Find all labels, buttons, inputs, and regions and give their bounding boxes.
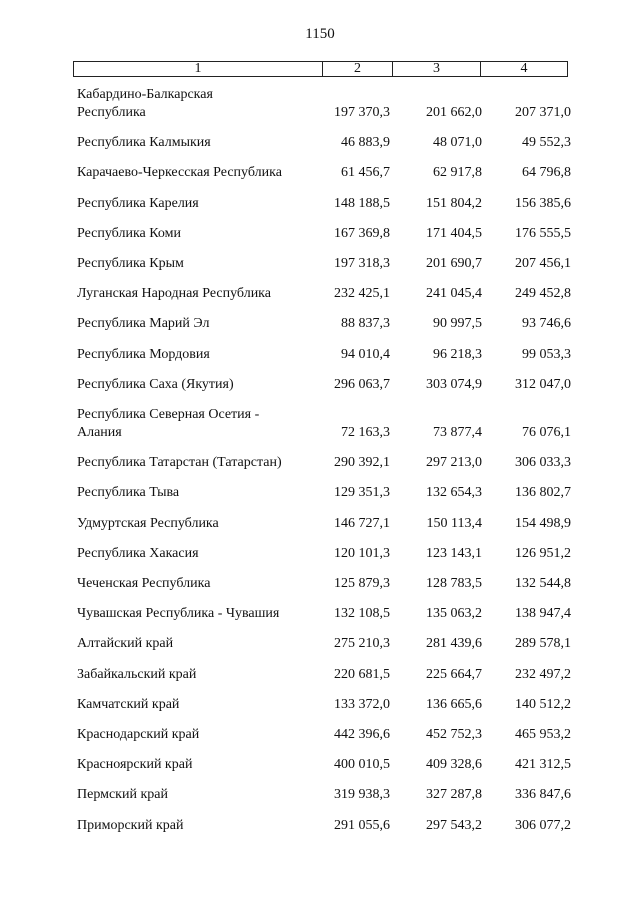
region-name-line: Республика Крым <box>77 256 184 271</box>
value-col-2: 197 370,3 <box>334 105 390 120</box>
value-col-3: 48 071,0 <box>433 135 482 151</box>
value-col-4: 49 552,3 <box>522 135 571 151</box>
value-col-3: 62 917,8 <box>433 165 482 181</box>
value-col-4: 232 497,2 <box>515 666 571 682</box>
value-col-3: 225 664,7 <box>426 666 482 682</box>
region-name-line: Республика Марий Эл <box>77 316 210 332</box>
region-name-line: Камчатский край <box>77 696 180 712</box>
value-col-2: 291 055,6 <box>334 817 390 833</box>
value-col-4: 421 312,5 <box>515 757 571 773</box>
value-col-2: 319 938,3 <box>334 787 390 803</box>
region-name-line: Удмуртская Республика <box>77 515 219 531</box>
region-name-line: Республика Коми <box>77 225 181 241</box>
value-col-4: 93 746,6 <box>522 316 571 332</box>
value-col-3: 409 328,6 <box>426 757 482 773</box>
region-name-line: Алтайский край <box>77 636 174 652</box>
region-name-line: Краснодарский край <box>77 727 200 742</box>
value-col-3: 123 143,1 <box>426 545 482 561</box>
value-col-3: 171 404,5 <box>426 225 482 241</box>
value-col-2: 146 727,1 <box>334 515 390 531</box>
value-col-4: 207 371,0 <box>515 105 571 120</box>
value-col-3: 327 287,8 <box>426 787 482 803</box>
value-col-2: 197 318,3 <box>334 256 390 271</box>
value-col-2: 220 681,5 <box>334 666 390 682</box>
value-col-3: 135 063,2 <box>426 606 482 622</box>
value-col-2: 167 369,8 <box>334 225 390 241</box>
value-col-4: 76 076,1 <box>522 425 571 440</box>
value-col-2: 72 163,3 <box>341 425 390 440</box>
value-col-3: 241 045,4 <box>426 286 482 302</box>
value-col-4: 138 947,4 <box>515 606 571 622</box>
value-col-4: 154 498,9 <box>515 515 571 531</box>
value-col-4: 132 544,8 <box>515 576 571 591</box>
value-col-4: 99 053,3 <box>522 346 571 362</box>
value-col-4: 336 847,6 <box>515 787 571 803</box>
value-col-3: 297 213,0 <box>426 455 482 471</box>
value-col-2: 296 063,7 <box>334 376 390 392</box>
region-name-line: Пермский край <box>77 787 168 803</box>
value-col-3: 201 690,7 <box>426 256 482 271</box>
region-name-line: Республика Тыва <box>77 485 180 501</box>
value-col-2: 442 396,6 <box>334 727 390 742</box>
value-col-4: 306 077,2 <box>515 817 571 833</box>
header-col-4: 4 <box>520 61 528 76</box>
value-col-3: 96 218,3 <box>433 346 482 362</box>
region-name-line: Приморский край <box>77 817 184 833</box>
region-name-line: Республика <box>77 105 146 120</box>
region-name-line: Забайкальский край <box>77 666 197 682</box>
value-col-4: 64 796,8 <box>522 165 571 181</box>
value-col-2: 61 456,7 <box>341 165 390 181</box>
value-col-3: 452 752,3 <box>426 727 482 742</box>
value-col-2: 129 351,3 <box>334 485 390 501</box>
value-col-4: 126 951,2 <box>515 545 571 561</box>
region-name-line: Красноярский край <box>77 757 193 773</box>
value-col-3: 303 074,9 <box>426 376 482 392</box>
value-col-3: 128 783,5 <box>426 576 482 591</box>
value-col-3: 132 654,3 <box>426 485 482 501</box>
region-name-line: Республика Калмыкия <box>77 135 211 151</box>
region-name-line: Чеченская Республика <box>77 576 211 591</box>
value-col-2: 133 372,0 <box>334 696 390 712</box>
value-col-4: 156 385,6 <box>515 195 571 211</box>
value-col-3: 73 877,4 <box>433 425 482 440</box>
table-header <box>73 61 568 77</box>
value-col-4: 306 033,3 <box>515 455 571 471</box>
value-col-4: 249 452,8 <box>515 286 571 302</box>
value-col-2: 88 837,3 <box>341 316 390 332</box>
header-col-1: 1 <box>74 62 323 76</box>
value-col-2: 125 879,3 <box>334 576 390 591</box>
value-col-3: 150 113,4 <box>426 515 482 531</box>
region-name-line: Республика Татарстан (Татарстан) <box>77 455 282 471</box>
region-name-line: Луганская Народная Республика <box>77 286 271 302</box>
region-name-line: Карачаево-Черкесская Республика <box>77 165 282 181</box>
region-name-line: Кабардино-Балкарская <box>77 87 213 102</box>
value-col-4: 312 047,0 <box>515 376 571 392</box>
value-col-4: 207 456,1 <box>515 256 571 271</box>
value-col-3: 90 997,5 <box>433 316 482 332</box>
region-name-line: Республика Хакасия <box>77 545 199 561</box>
value-col-2: 232 425,1 <box>334 286 390 302</box>
value-col-2: 94 010,4 <box>341 346 390 362</box>
value-col-2: 120 101,3 <box>334 545 390 561</box>
value-col-3: 151 804,2 <box>426 195 482 211</box>
value-col-2: 46 883,9 <box>341 135 390 151</box>
value-col-4: 465 953,2 <box>515 727 571 742</box>
value-col-2: 132 108,5 <box>334 606 390 622</box>
value-col-2: 275 210,3 <box>334 636 390 652</box>
value-col-2: 400 010,5 <box>334 757 390 773</box>
value-col-4: 289 578,1 <box>515 636 571 652</box>
value-col-4: 176 555,5 <box>515 225 571 241</box>
value-col-3: 297 543,2 <box>426 817 482 833</box>
region-name-line: Республика Саха (Якутия) <box>77 376 234 392</box>
region-name-line: Алания <box>77 425 122 440</box>
value-col-4: 136 802,7 <box>515 485 571 501</box>
value-col-4: 140 512,2 <box>515 696 571 712</box>
page-number: 1150 <box>305 26 335 42</box>
region-name-line: Республика Северная Осетия - <box>77 407 260 422</box>
region-name-line: Чувашская Республика - Чувашия <box>77 606 280 622</box>
value-col-2: 290 392,1 <box>334 455 390 471</box>
region-name-line: Республика Мордовия <box>77 346 210 362</box>
header-col-2: 2 <box>323 62 393 76</box>
header-col-3: 3 <box>393 62 481 76</box>
value-col-3: 136 665,6 <box>426 696 482 712</box>
value-col-2: 148 188,5 <box>334 195 390 211</box>
value-col-3: 201 662,0 <box>426 105 482 120</box>
value-col-3: 281 439,6 <box>426 636 482 652</box>
region-name-line: Республика Карелия <box>77 195 199 211</box>
